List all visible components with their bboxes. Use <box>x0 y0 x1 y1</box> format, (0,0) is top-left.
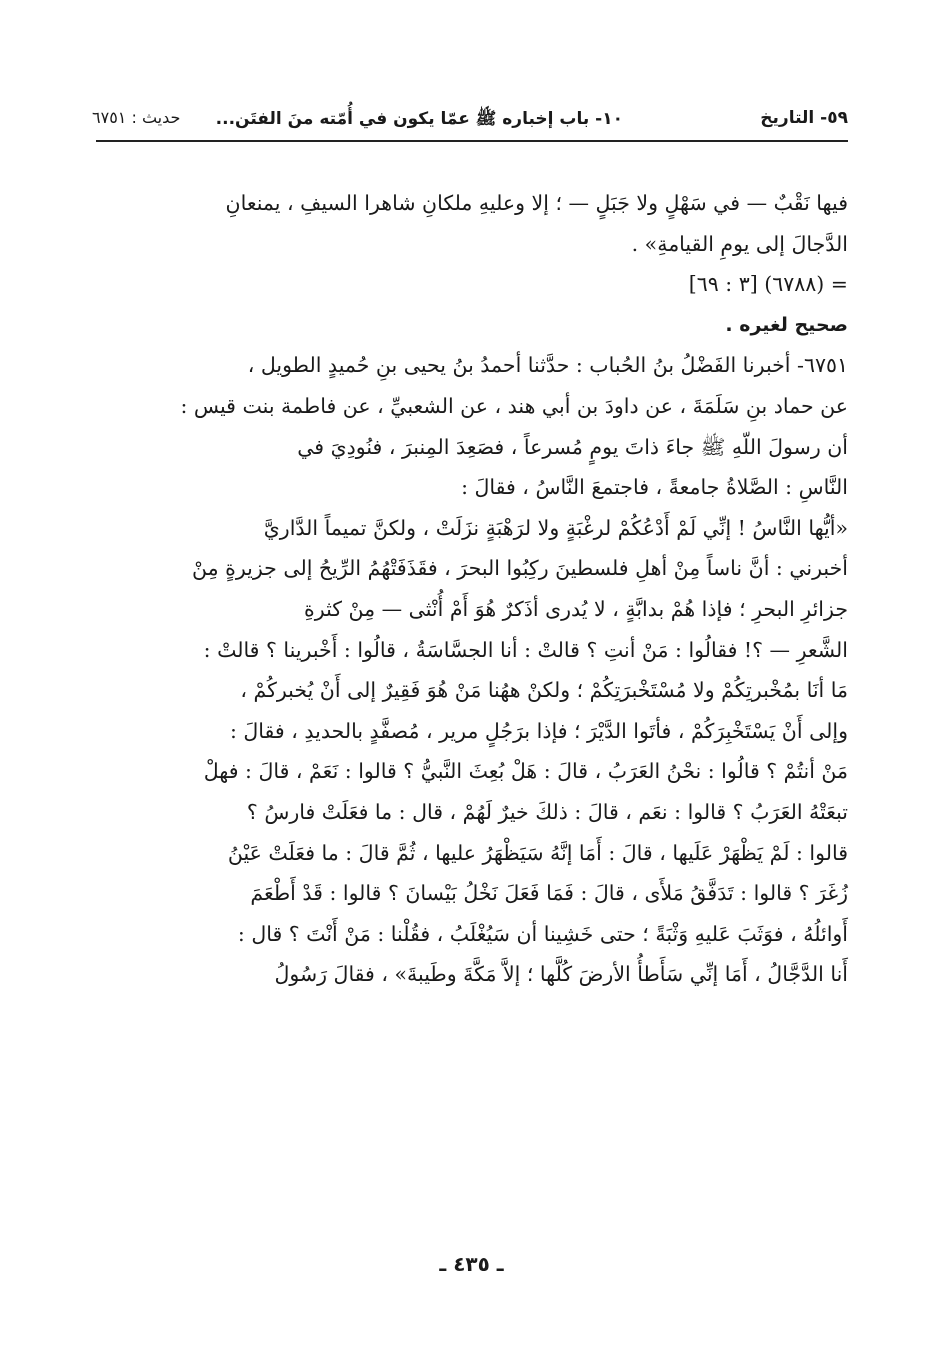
text-line: قالوا : لَمْ يَظْهَرْ عَلَيها ، قالَ : أَمَا إنَّهُ سَيَظْهَرُ عليها ، ثُمَّ قالَ : ما فعَلَتْ عَيْنُ <box>227 840 848 865</box>
grading-verdict: صحيح لغيره . <box>725 313 848 336</box>
cross-reference: = (٦٧٨٨) [٣ : ٦٩] <box>688 272 848 297</box>
text-line: تبعَتْهُ العَرَبُ ؟ قالوا : نعَم ، قالَ : ذلكَ خيرٌ لَهُمْ ، قال : ما فعَلَتْ فارسُ ؟ <box>246 799 848 824</box>
text-line: مَا أنَا بمُخْبرتِكُمْ ولا مُسْتَخْبرَتِكُمْ ؛ ولكنْ ههُنا مَنْ هُوَ فَقِيرٌ إلى أَنْ يُخبركُمْ ، <box>240 678 848 703</box>
running-header <box>92 100 848 140</box>
text-line: وإلى أَنْ يَسْتَخْبِرَكُمْ ، فأتَوا الدَّيْرَ ؛ فإذا برَجُلٍ مرير ، مُصفَّدٍ بالحديدِ ، فقالَ : <box>229 718 848 743</box>
text-line: مَنْ أنتُمْ ؟ قالُوا : نحْنُ العَرَبُ ، قالَ : هَلْ بُعِثَ النَّبيُّ ؟ قالوا : نَعَمْ ، قالَ : فهلْ <box>203 759 848 784</box>
text-line: النَّاسِ : الصَّلاةُ جامعةً ، فاجتمعَ النَّاسُ ، فقالَ : <box>461 475 848 500</box>
isnad-line: ٦٧٥١- أخبرنا الفَضْلُ بنُ الحُباب : حدَّثنا أحمدُ بنُ يحيى بنِ حُميدٍ الطويل ، <box>247 353 848 378</box>
text-line: الدَّجالَ إلى يومِ القيامةِ» . <box>631 231 848 256</box>
isnad-line: عن حماد بنِ سَلَمَةَ ، عن داودَ بن أبي هند ، عن الشعبيِّ ، عن فاطمة بنت قيس : <box>180 393 848 418</box>
hadith-reference: حديث : ٦٧٥١ <box>92 108 181 127</box>
text-line: الشَّعرِ — ؟! فقالُوا : مَنْ أنتِ ؟ قالتْ : أنا الجسَّاسَةُ ، قالُوا : أَخْبرينا ؟ قالتْ : <box>203 637 848 662</box>
text-line: فيها نَقْبٌ — في سَهْلٍ ولا جَبَلٍ — ؛ إلا وعليهِ ملكانِ شاهرا السيفِ ، يمنعانِ <box>225 191 848 215</box>
section-title: ١٠- باب إخباره ﷺ عمّا يكون في أُمّته منَ الفتَن... <box>215 109 623 129</box>
page-number: ـ ٤٣٥ ـ <box>439 1252 504 1276</box>
text-line: «أيُّها النَّاسُ ! إنِّي لَمْ أَدْعُكُمْ لرغْبَةٍ ولا لرَهْبَةٍ نزَلَتْ ، ولكنَّ تميماً الدَّاريَّ <box>263 515 848 540</box>
text-line: أَنا الدَّجَّالُ ، أَمَا إنِّي سَأَطأُ الأرضَ كُلَّها ؛ إلاَّ مَكَّةَ وطَيبةَ» ، فقالَ رَسُولُ <box>274 962 848 987</box>
header-divider <box>96 140 848 142</box>
page-body <box>96 183 848 995</box>
text-line: زُغَرَ ؟ قالوا : تَدَفَّقُ مَلأَى ، قالَ : فَمَا فَعَلَ نَخْلُ بَيْسانَ ؟ قالوا : قَدْ أَطْعَمَ <box>250 881 848 906</box>
text-line: أَوائلُهُ ، فوَثَبَ عَليهِ وَثْبَةً ؛ حتى خَشِينا أن سَيُغْلَبُ ، فقُلْنا : مَنْ أَنْتَ ؟ قال : <box>237 921 848 946</box>
text-line: جزائرِ البحرِ ؛ فإذا هُمْ بدابَّةٍ ، لا يُدرى أذَكرٌ هُوَ أَمْ أُنْثى — مِنْ كثرةِ <box>304 596 848 621</box>
text-line: أن رسولَ اللّهِ ﷺ جاءَ ذاتَ يومٍ مُسرعاً ، فصَعِدَ المِنبرَ ، فنُودِيَ في <box>297 434 848 459</box>
chapter-title: ٥٩- التاريخ <box>760 108 848 128</box>
text-line: أخبرني : أنَّ ناساً مِنْ أهلِ فلسطينَ ركِبُوا البحرَ ، فقَذَفَتْهُمُ الرِّيحُ إلى جزيرةٍ مِنْ <box>192 556 848 581</box>
